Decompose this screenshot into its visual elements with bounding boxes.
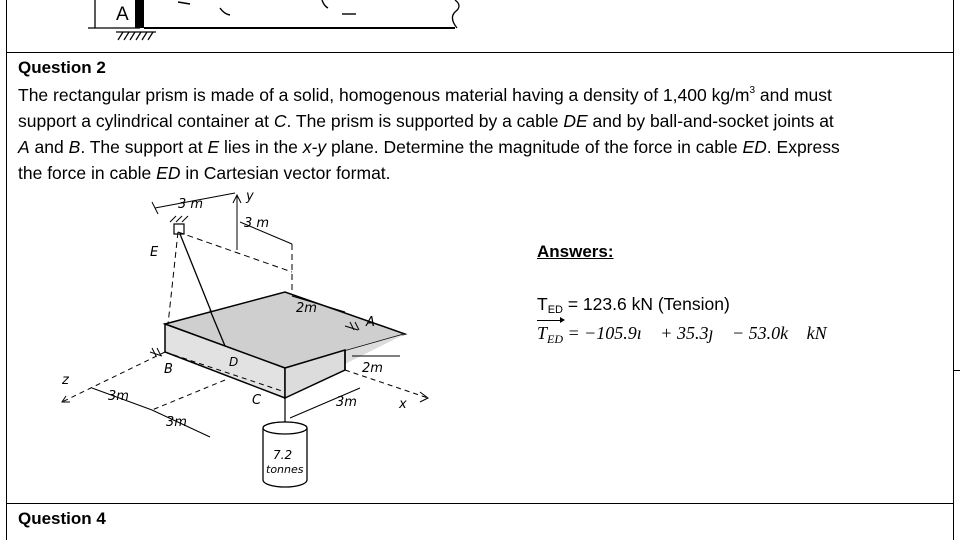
axis-x-label: x [399, 397, 407, 412]
dim-3m-bottom: 3m [336, 395, 357, 410]
label-c: C [252, 393, 262, 408]
prism-figure [0, 185, 520, 503]
question-2-text: The rectangular prism is made of a solid, homogenous material having a density of 1,400 $kg/m^3$ and must support a cylindrical container at C. The prism is supported by a cable DE and by ball-and-socket joints at A and B. The support at E lies in the x-y plane. Determine the magnitude of the force in cable ED. Express the force in cable ED in Cartesian vector format. [18, 85, 840, 183]
dim-3m-left: 3m [108, 389, 129, 404]
prev-label-a: A [116, 4, 129, 25]
margin-tick [953, 370, 960, 371]
cylinder-mass: 7.2 [273, 448, 293, 462]
section-divider-bottom [6, 503, 954, 504]
answer-vector: $T_{ED}$ = −105.9ı⃗ + 35.3ȷ⃗ − 53.0k⃗ kN [537, 323, 827, 346]
axis-y-label: y [246, 189, 254, 204]
label-b: B [164, 362, 173, 377]
label-e: E [150, 245, 159, 260]
frame-right-border [953, 0, 954, 540]
section-divider-top [6, 52, 954, 53]
label-d: D [229, 355, 239, 369]
dim-3m-front: 3m [166, 415, 187, 430]
answer-tension: $T_{ED} = 123.6$ kN (Tension) [537, 294, 730, 316]
dim-2m-top: 2m [296, 301, 317, 316]
cylinder-unit: tonnes [266, 463, 304, 476]
question-2-title: Question 2 [18, 58, 106, 77]
answers-label: Answers: [537, 242, 614, 261]
axis-z-label: z [62, 373, 69, 388]
previous-question-figure [0, 0, 960, 52]
dim-2m-right: 2m [362, 361, 383, 376]
question-4-title: Question 4 [18, 509, 106, 528]
label-a: A [366, 315, 375, 330]
dim-3m-right: 3 m [244, 216, 270, 231]
dim-3m-top: 3 m [178, 197, 204, 212]
